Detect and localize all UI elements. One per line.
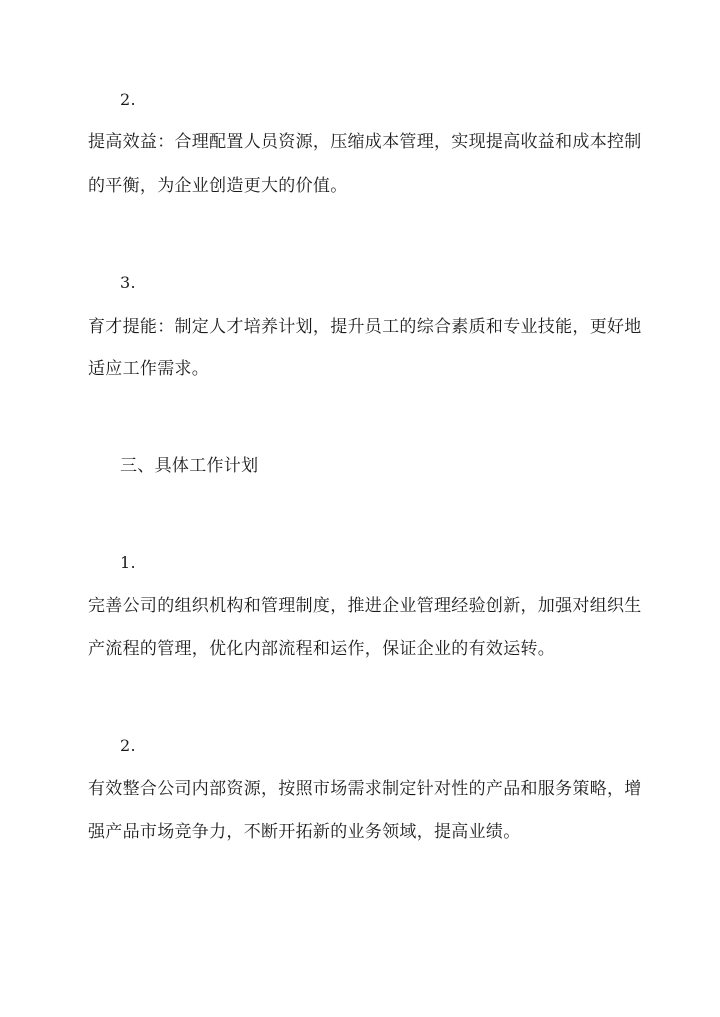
paragraph-line: 适应工作需求。 <box>88 359 210 379</box>
item-number: 2. <box>120 90 136 109</box>
paragraph-line: 提高效益：合理配置人员资源，压缩成本管理，实现提高收益和成本控制 <box>88 132 642 152</box>
paragraph-line: 完善公司的组织机构和管理制度，推进企业管理经验创新，加强对组织生 <box>88 596 642 616</box>
item-number: 2. <box>120 736 136 755</box>
paragraph-line: 强产品市场竞争力，不断开拓新的业务领域，提高业绩。 <box>88 822 521 842</box>
section-heading: 三、具体工作计划 <box>120 456 259 476</box>
paragraph-line: 的平衡，为企业创造更大的价值。 <box>88 176 348 196</box>
item-number: 1. <box>120 553 136 572</box>
paragraph-line: 育才提能：制定人才培养计划，提升员工的综合素质和专业技能，更好地 <box>88 317 642 337</box>
paragraph-line: 产流程的管理，优化内部流程和运作，保证企业的有效运转。 <box>88 639 556 659</box>
item-number: 3. <box>120 273 136 292</box>
paragraph-line: 有效整合公司内部资源，按照市场需求制定针对性的产品和服务策略，增 <box>88 779 642 799</box>
